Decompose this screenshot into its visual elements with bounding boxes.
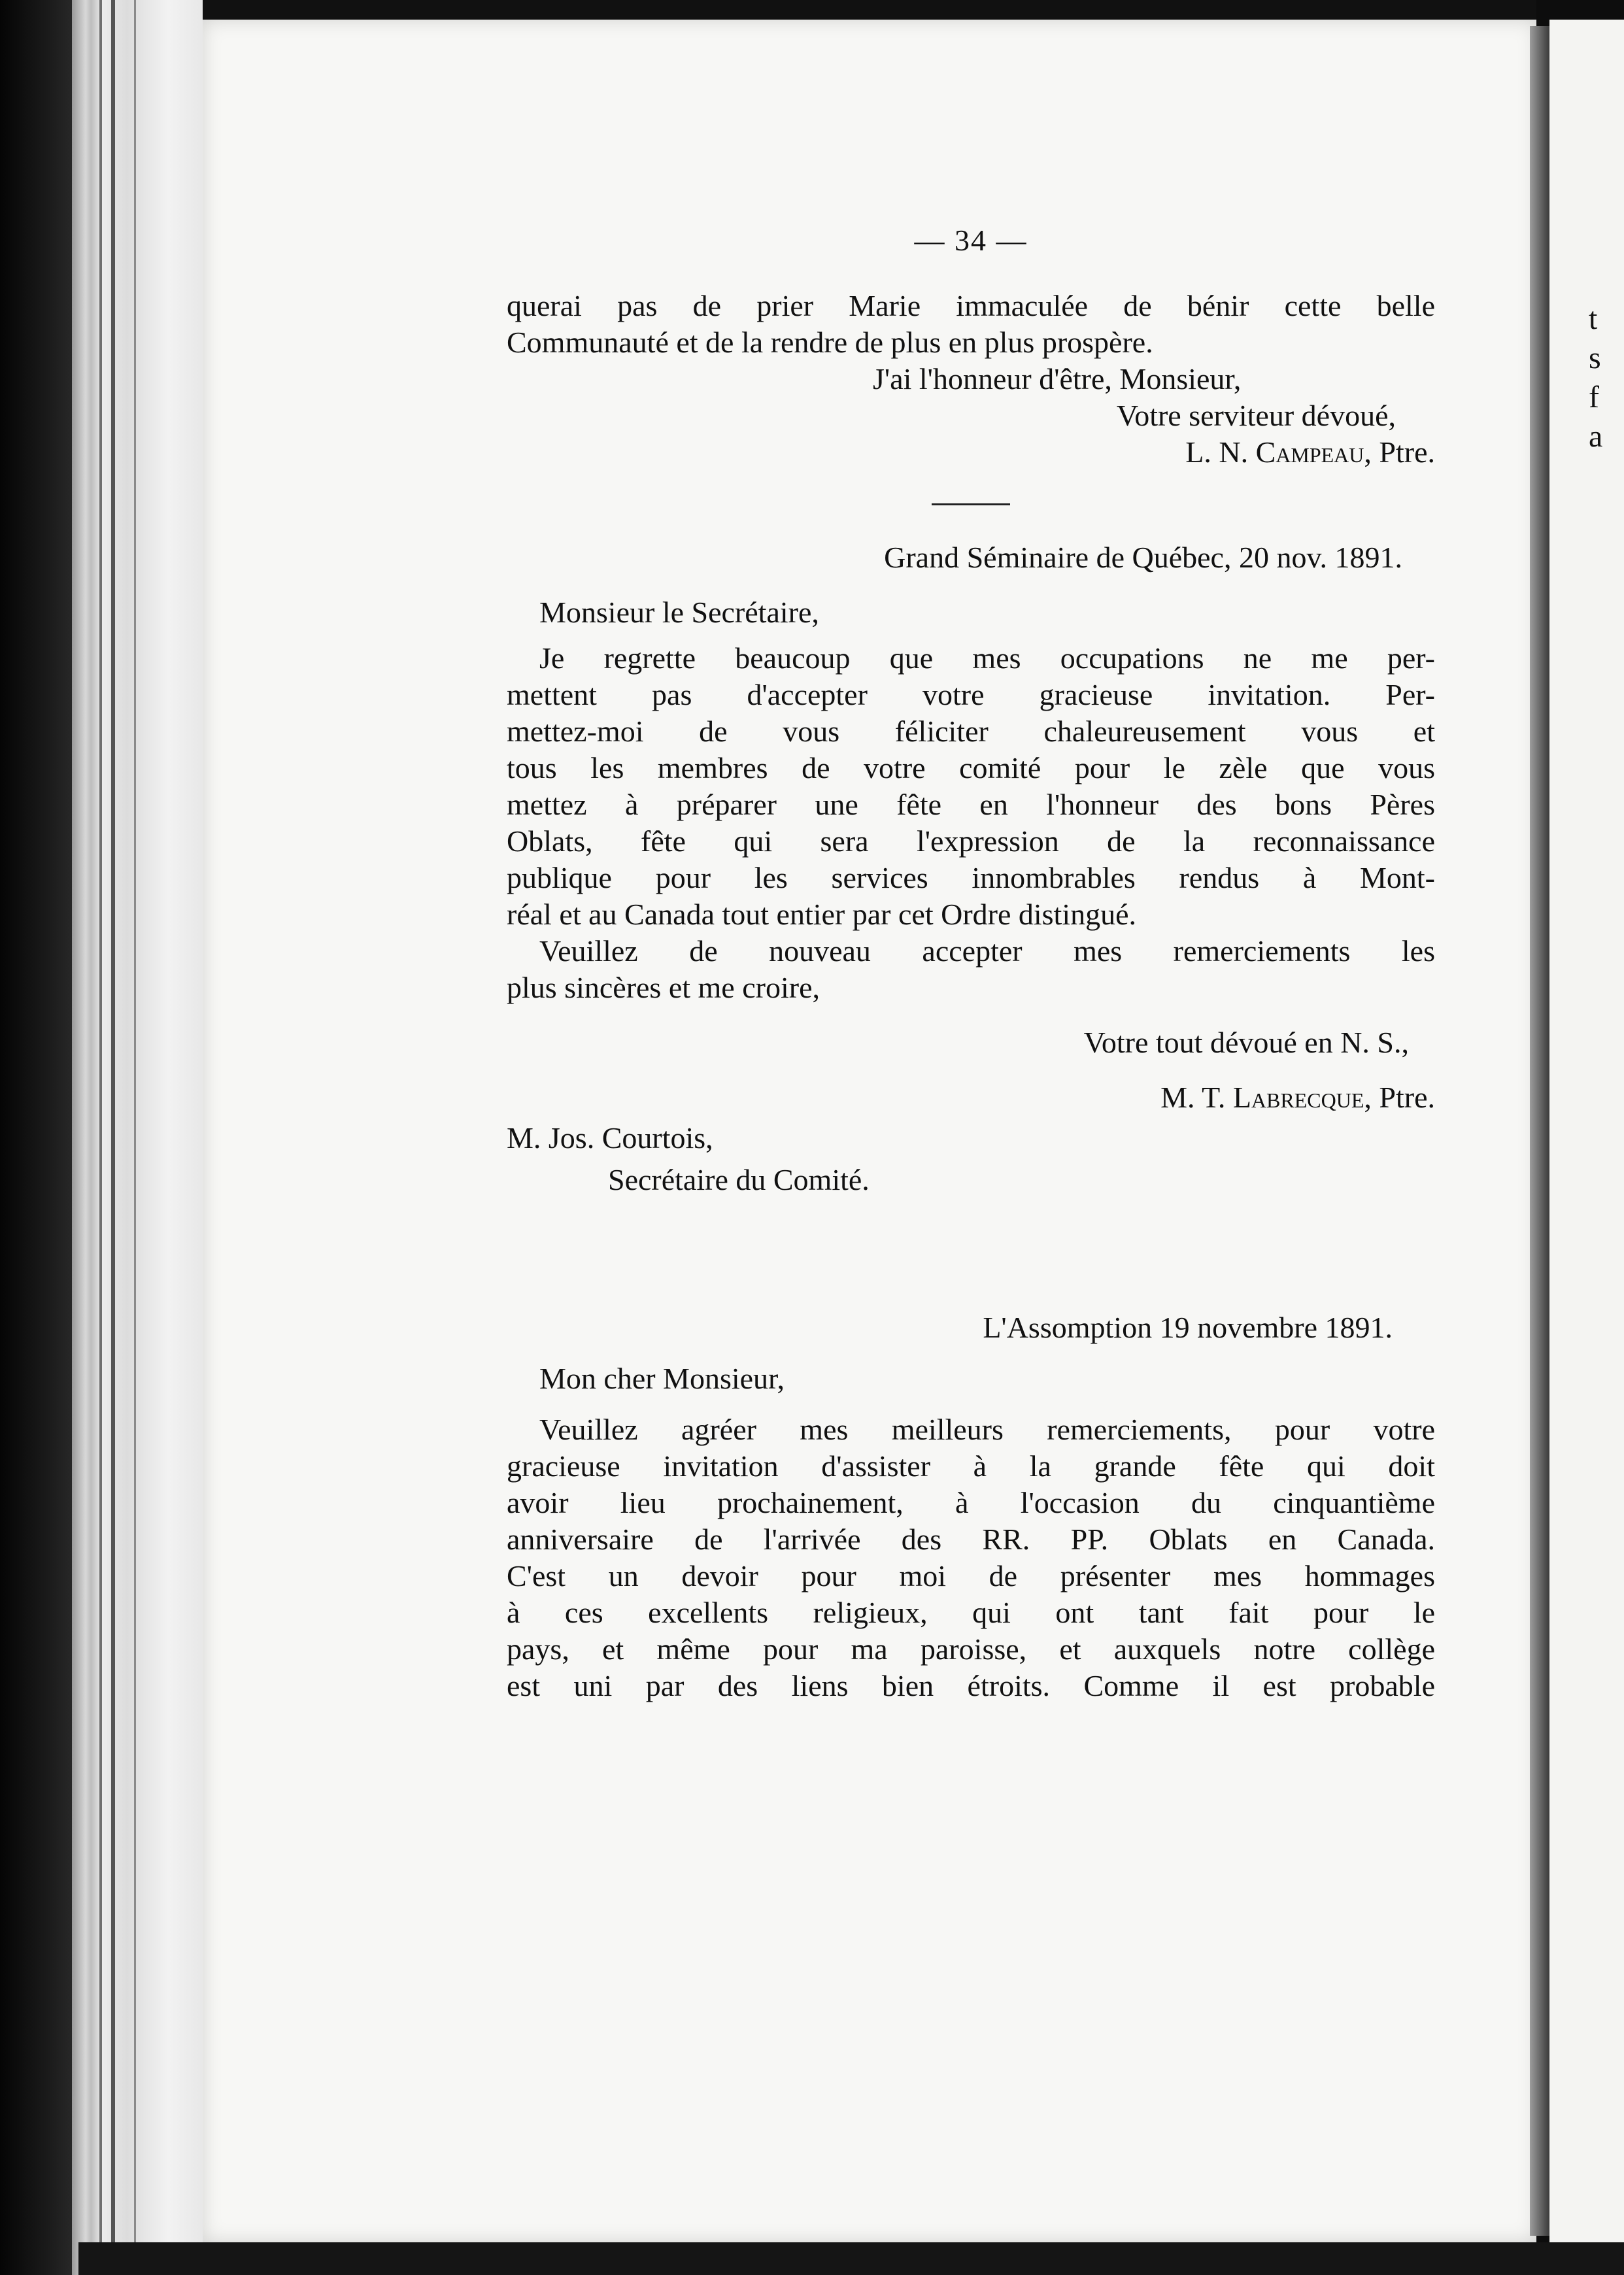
signature-initials: M. T.	[1160, 1081, 1233, 1114]
text-line: Je regrette beaucoup que mes occupations ne me per-	[539, 641, 1435, 675]
text-line: gracieuse invitation d'assister à la grande fête qui doit	[507, 1449, 1435, 1483]
signature-name: Labrecque	[1232, 1081, 1364, 1114]
addressee-name: M. Jos. Courtois,	[507, 1121, 713, 1154]
closing-line: J'ai l'honneur d'être, Monsieur,	[873, 362, 1242, 396]
letter-labrecque	[507, 539, 1435, 1198]
scan-border-bottom	[78, 2242, 1624, 2275]
signature-title: , Ptre.	[1364, 1081, 1435, 1114]
salutation: Mon cher Monsieur,	[539, 1362, 785, 1395]
spine-line	[134, 0, 136, 2249]
text-line: est uni par des liens bien étroits. Comme il est probable	[507, 1669, 1435, 1702]
page-number: — 34 —	[914, 224, 1028, 257]
valediction: Votre serviteur dévoué,	[1116, 399, 1396, 432]
salutation: Monsieur le Secrétaire,	[539, 596, 819, 629]
text-line: avoir lieu prochainement, à l'occasion du cinquantième	[507, 1486, 1435, 1519]
text-line: à ces excellents religieux, qui ont tant fait pour le	[507, 1596, 1435, 1629]
scan-border-top	[203, 0, 1536, 20]
signature-initials: L. N.	[1185, 435, 1256, 469]
scan-border-left	[0, 0, 78, 2275]
signature	[507, 1079, 1435, 1116]
spine-line	[111, 0, 115, 2249]
text-line: Communauté et de la rendre de plus en plus prospère.	[507, 326, 1153, 359]
text-line: C'est un devoir pour moi de présenter mes hommages	[507, 1559, 1435, 1592]
text-line: réal et au Canada tout entier par cet Ordre distingué.	[507, 898, 1137, 931]
signature	[507, 434, 1435, 471]
next-page-edge: t s f a	[1549, 20, 1624, 2255]
text-line: Veuillez de nouveau accepter mes remerciements les	[539, 934, 1435, 968]
spine-line	[99, 0, 102, 2249]
addressee-title: Secrétaire du Comité.	[608, 1163, 870, 1196]
text-line: mettez-moi de vous féliciter chaleureusement vous et	[507, 715, 1435, 748]
text-line: publique pour les services innombrables rendus à Mont-	[507, 861, 1435, 894]
text-line: anniversaire de l'arrivée des RR. PP. Oblats en Canada.	[507, 1523, 1435, 1556]
place-date: L'Assomption 19 novembre 1891.	[983, 1311, 1393, 1344]
place-date: Grand Séminaire de Québec, 20 nov. 1891.	[884, 541, 1402, 574]
text-line: Oblats, fête qui sera l'expression de la reconnaissance	[507, 824, 1435, 858]
signature-title: , Ptre.	[1364, 435, 1435, 469]
valediction: Votre tout dévoué en N. S.,	[1083, 1026, 1409, 1059]
book-spine	[72, 0, 209, 2275]
text-line: plus sincères et me croire,	[507, 971, 820, 1004]
letter-continuation	[507, 288, 1435, 471]
text-line: tous les membres de votre comité pour le zèle que vous	[507, 751, 1435, 784]
text-line: querai pas de prier Marie immaculée de bénir cette belle	[507, 289, 1435, 322]
text-line: Veuillez agréer mes meilleurs remerciements, pour votre	[539, 1413, 1435, 1446]
text-line: mettez à préparer une fête en l'honneur des bons Pères	[507, 788, 1435, 821]
page-gutter	[1530, 26, 1549, 2236]
page-text	[507, 222, 1435, 1704]
letter-assomption	[507, 1309, 1435, 1704]
signature-name: Campeau	[1255, 435, 1364, 469]
text-line: mettent pas d'accepter votre gracieuse invitation. Per-	[507, 678, 1435, 711]
text-line: pays, et même pour ma paroisse, et auxquels notre collège	[507, 1632, 1435, 1666]
